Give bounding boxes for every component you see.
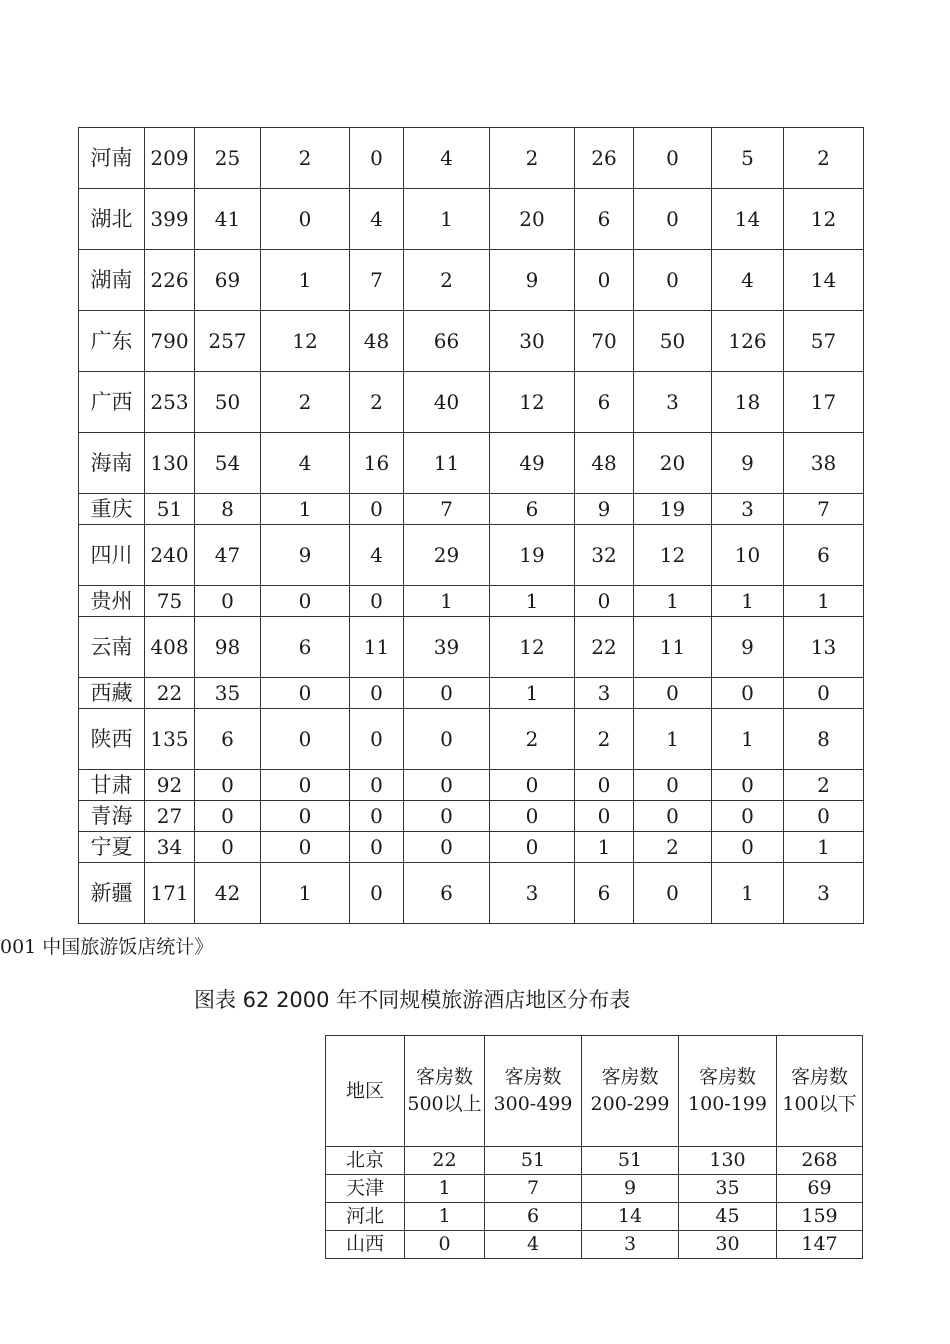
source-note: 001 中国旅游饭店统计》 [0,936,214,958]
value-cell: 0 [634,678,712,709]
value-cell: 0 [350,494,404,525]
value-cell: 2 [261,128,350,189]
value-cell: 6 [575,372,634,433]
column-header: 客房数100以下 [777,1036,863,1147]
table-row [79,709,864,770]
value-cell: 2 [784,770,864,801]
value-cell: 6 [575,189,634,250]
value-cell: 29 [404,525,490,586]
table-row [326,1203,863,1231]
value-cell: 57 [784,311,864,372]
value-cell: 0 [350,586,404,617]
value-cell: 2 [490,709,575,770]
value-cell: 790 [145,311,195,372]
value-cell: 2 [404,250,490,311]
column-header: 客房数200-299 [582,1036,679,1147]
value-cell: 1 [261,250,350,311]
region-cell: 山西 [326,1231,405,1259]
value-cell: 257 [195,311,261,372]
value-cell: 1 [784,832,864,863]
table-row [79,801,864,832]
region-cell: 贵州 [79,586,145,617]
value-cell: 3 [712,494,784,525]
value-cell: 12 [634,525,712,586]
value-cell: 54 [195,433,261,494]
value-cell: 1 [405,1175,485,1203]
value-cell: 0 [350,770,404,801]
value-cell: 135 [145,709,195,770]
value-cell: 0 [195,770,261,801]
table-row [79,863,864,924]
value-cell: 0 [261,678,350,709]
value-cell: 2 [261,372,350,433]
value-cell: 22 [145,678,195,709]
value-cell: 2 [784,128,864,189]
value-cell: 226 [145,250,195,311]
value-cell: 0 [350,863,404,924]
value-cell: 50 [195,372,261,433]
value-cell: 69 [195,250,261,311]
table-caption: 图表 62 2000 年不同规模旅游酒店地区分布表 [194,988,631,1012]
region-cell: 四川 [79,525,145,586]
value-cell: 19 [490,525,575,586]
value-cell: 3 [634,372,712,433]
value-cell: 0 [490,832,575,863]
region-cell: 重庆 [79,494,145,525]
value-cell: 50 [634,311,712,372]
value-cell: 1 [404,586,490,617]
value-cell: 12 [784,189,864,250]
value-cell: 0 [490,770,575,801]
value-cell: 0 [261,832,350,863]
column-header: 客房数300-499 [485,1036,582,1147]
table-row [79,678,864,709]
table-row [79,250,864,311]
value-cell: 0 [350,128,404,189]
value-cell: 159 [777,1203,863,1231]
value-cell: 0 [784,801,864,832]
table-row [326,1231,863,1259]
value-cell: 0 [575,770,634,801]
region-cell: 湖北 [79,189,145,250]
region-cell: 青海 [79,801,145,832]
value-cell: 2 [634,832,712,863]
table-row [79,433,864,494]
table-row [326,1147,863,1175]
value-cell: 0 [634,863,712,924]
value-cell: 130 [679,1147,777,1175]
value-cell: 11 [404,433,490,494]
value-cell: 253 [145,372,195,433]
value-cell: 171 [145,863,195,924]
region-cell: 陕西 [79,709,145,770]
hotel-size-distribution-table [325,1035,863,1259]
region-cell: 新疆 [79,863,145,924]
value-cell: 1 [405,1203,485,1231]
region-cell: 宁夏 [79,832,145,863]
value-cell: 3 [582,1231,679,1259]
column-header: 地区 [326,1036,405,1147]
value-cell: 209 [145,128,195,189]
value-cell: 6 [485,1203,582,1231]
value-cell: 35 [195,678,261,709]
value-cell: 1 [404,189,490,250]
value-cell: 39 [404,617,490,678]
value-cell: 26 [575,128,634,189]
value-cell: 0 [490,801,575,832]
value-cell: 6 [261,617,350,678]
table-row [326,1175,863,1203]
value-cell: 9 [261,525,350,586]
value-cell: 22 [405,1147,485,1175]
value-cell: 2 [490,128,575,189]
value-cell: 0 [404,709,490,770]
value-cell: 0 [634,189,712,250]
value-cell: 9 [712,433,784,494]
value-cell: 147 [777,1231,863,1259]
value-cell: 9 [575,494,634,525]
value-cell: 51 [145,494,195,525]
value-cell: 7 [350,250,404,311]
value-cell: 42 [195,863,261,924]
value-cell: 30 [679,1231,777,1259]
value-cell: 1 [490,678,575,709]
value-cell: 399 [145,189,195,250]
hotel-region-table-continued [78,127,864,924]
value-cell: 0 [784,678,864,709]
value-cell: 11 [350,617,404,678]
table-row [79,770,864,801]
value-cell: 0 [404,678,490,709]
value-cell: 1 [712,863,784,924]
region-cell: 海南 [79,433,145,494]
table-row [79,372,864,433]
value-cell: 130 [145,433,195,494]
value-cell: 17 [784,372,864,433]
region-cell: 甘肃 [79,770,145,801]
value-cell: 7 [404,494,490,525]
value-cell: 40 [404,372,490,433]
value-cell: 25 [195,128,261,189]
value-cell: 0 [634,801,712,832]
value-cell: 20 [634,433,712,494]
value-cell: 1 [490,586,575,617]
table-row [79,832,864,863]
value-cell: 0 [712,678,784,709]
value-cell: 92 [145,770,195,801]
value-cell: 7 [485,1175,582,1203]
value-cell: 41 [195,189,261,250]
value-cell: 34 [145,832,195,863]
value-cell: 6 [195,709,261,770]
table-row [79,189,864,250]
table-row [79,586,864,617]
value-cell: 1 [784,586,864,617]
value-cell: 69 [777,1175,863,1203]
value-cell: 12 [261,311,350,372]
value-cell: 3 [490,863,575,924]
value-cell: 12 [490,617,575,678]
value-cell: 3 [784,863,864,924]
column-header: 客房数100-199 [679,1036,777,1147]
value-cell: 2 [350,372,404,433]
value-cell: 6 [575,863,634,924]
table-row [79,311,864,372]
value-cell: 10 [712,525,784,586]
value-cell: 20 [490,189,575,250]
value-cell: 4 [712,250,784,311]
value-cell: 9 [582,1175,679,1203]
value-cell: 0 [404,832,490,863]
region-cell: 河北 [326,1203,405,1231]
value-cell: 70 [575,311,634,372]
value-cell: 4 [485,1231,582,1259]
value-cell: 18 [712,372,784,433]
value-cell: 0 [575,250,634,311]
table-row [79,525,864,586]
value-cell: 0 [350,832,404,863]
value-cell: 14 [784,250,864,311]
value-cell: 66 [404,311,490,372]
value-cell: 1 [261,494,350,525]
value-cell: 0 [261,801,350,832]
value-cell: 6 [784,525,864,586]
value-cell: 14 [712,189,784,250]
value-cell: 0 [350,709,404,770]
value-cell: 0 [261,586,350,617]
value-cell: 0 [195,832,261,863]
value-cell: 2 [575,709,634,770]
value-cell: 8 [195,494,261,525]
region-cell: 天津 [326,1175,405,1203]
value-cell: 4 [350,525,404,586]
value-cell: 48 [350,311,404,372]
value-cell: 0 [261,189,350,250]
value-cell: 75 [145,586,195,617]
table-row [79,494,864,525]
column-header: 客房数500以上 [405,1036,485,1147]
value-cell: 11 [634,617,712,678]
value-cell: 0 [712,832,784,863]
table-row [79,617,864,678]
value-cell: 32 [575,525,634,586]
value-cell: 14 [582,1203,679,1231]
value-cell: 408 [145,617,195,678]
value-cell: 12 [490,372,575,433]
region-cell: 湖南 [79,250,145,311]
value-cell: 0 [405,1231,485,1259]
value-cell: 19 [634,494,712,525]
value-cell: 268 [777,1147,863,1175]
value-cell: 126 [712,311,784,372]
region-cell: 广东 [79,311,145,372]
region-cell: 广西 [79,372,145,433]
value-cell: 49 [490,433,575,494]
region-cell: 云南 [79,617,145,678]
value-cell: 51 [485,1147,582,1175]
value-cell: 0 [261,770,350,801]
value-cell: 0 [634,770,712,801]
value-cell: 0 [404,801,490,832]
value-cell: 45 [679,1203,777,1231]
value-cell: 0 [350,678,404,709]
value-cell: 3 [575,678,634,709]
value-cell: 47 [195,525,261,586]
region-cell: 北京 [326,1147,405,1175]
value-cell: 0 [350,801,404,832]
value-cell: 240 [145,525,195,586]
region-cell: 河南 [79,128,145,189]
value-cell: 1 [634,586,712,617]
value-cell: 4 [261,433,350,494]
value-cell: 30 [490,311,575,372]
region-cell: 西藏 [79,678,145,709]
value-cell: 6 [404,863,490,924]
value-cell: 1 [634,709,712,770]
value-cell: 4 [404,128,490,189]
value-cell: 6 [490,494,575,525]
value-cell: 0 [575,586,634,617]
value-cell: 13 [784,617,864,678]
value-cell: 1 [712,709,784,770]
value-cell: 48 [575,433,634,494]
value-cell: 0 [404,770,490,801]
value-cell: 0 [712,801,784,832]
value-cell: 38 [784,433,864,494]
value-cell: 0 [634,250,712,311]
value-cell: 0 [634,128,712,189]
value-cell: 8 [784,709,864,770]
value-cell: 1 [261,863,350,924]
value-cell: 9 [490,250,575,311]
value-cell: 1 [575,832,634,863]
value-cell: 7 [784,494,864,525]
value-cell: 22 [575,617,634,678]
value-cell: 0 [195,586,261,617]
value-cell: 27 [145,801,195,832]
value-cell: 16 [350,433,404,494]
value-cell: 0 [575,801,634,832]
value-cell: 51 [582,1147,679,1175]
value-cell: 9 [712,617,784,678]
value-cell: 0 [261,709,350,770]
value-cell: 5 [712,128,784,189]
value-cell: 0 [712,770,784,801]
value-cell: 4 [350,189,404,250]
value-cell: 1 [712,586,784,617]
table-row [79,128,864,189]
value-cell: 35 [679,1175,777,1203]
value-cell: 98 [195,617,261,678]
value-cell: 0 [195,801,261,832]
